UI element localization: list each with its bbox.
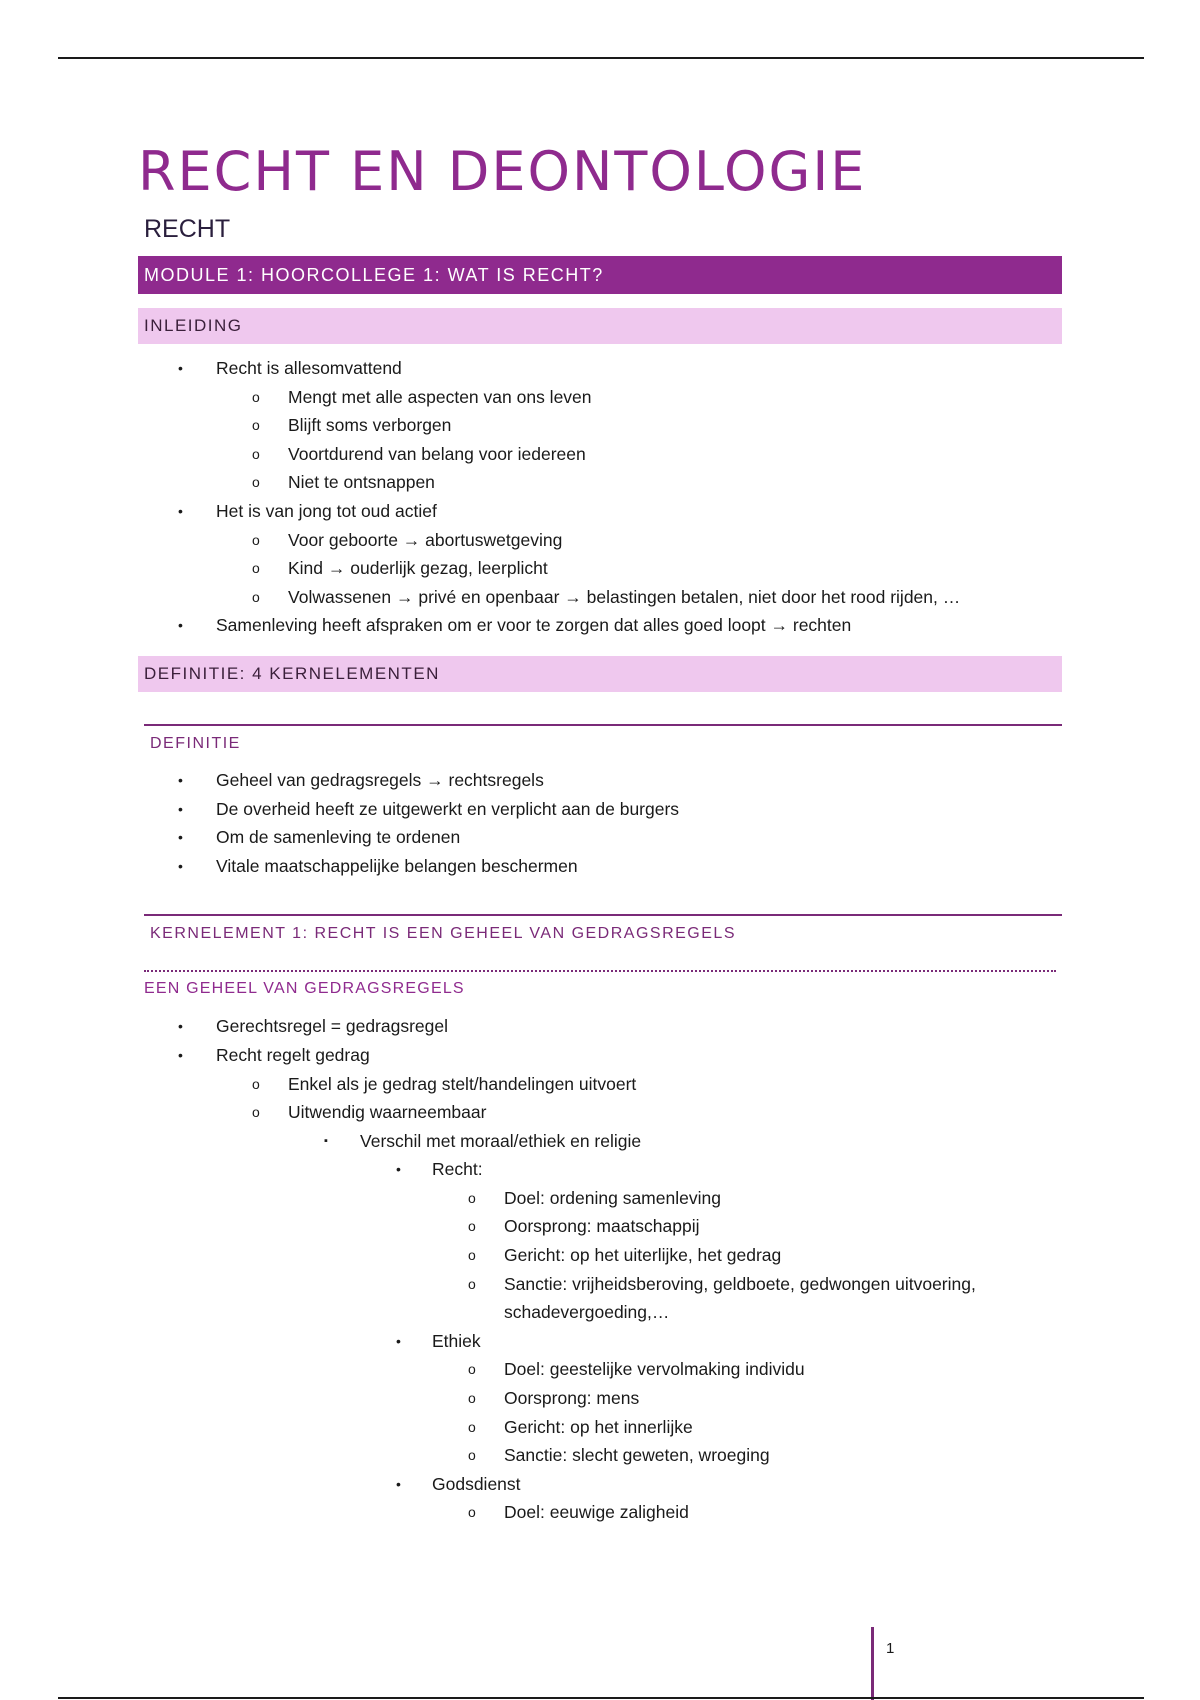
bullet: • xyxy=(396,1161,401,1178)
list-item: • Samenleving heeft afspraken om er voor te zorgen dat alles goed loopt → rechten xyxy=(138,611,1062,640)
list-item: • Geheel van gedragsregels → rechtsregels xyxy=(138,766,1062,795)
subheading-geheel-gedragsregels: EEN GEHEEL VAN GEDRAGSREGELS xyxy=(144,970,1056,999)
bullet: • xyxy=(178,771,183,788)
kernelement-1-list xyxy=(138,1012,1062,1527)
page-number: 1 xyxy=(886,1640,895,1657)
bullet: o xyxy=(468,1418,476,1435)
section-heading-inleiding: INLEIDING xyxy=(138,308,1062,344)
bullet: o xyxy=(252,1075,260,1092)
bullet: • xyxy=(178,360,183,376)
list-item: • Om de samenleving te ordenen xyxy=(138,823,1062,852)
page-number-bar xyxy=(871,1627,874,1700)
list-item: o Kind → ouderlijk gezag, leerplicht xyxy=(138,554,1062,583)
definitie-list xyxy=(138,766,1062,880)
module-heading: MODULE 1: HOORCOLLEGE 1: WAT IS RECHT? xyxy=(138,256,1062,294)
list-item: o Gericht: op het innerlijke xyxy=(138,1413,1062,1442)
document-title: RECHT EN DEONTOLOGIE xyxy=(138,140,867,203)
list-item: o Voor geboorte → abortuswetgeving xyxy=(138,526,1062,555)
bullet: o xyxy=(468,1218,476,1235)
list-item: o Blijft soms verborgen xyxy=(138,411,1062,440)
bullet: o xyxy=(252,474,260,491)
list-item: • De overheid heeft ze uitgewerkt en verplicht aan de burgers xyxy=(138,795,1062,824)
list-item: o Sanctie: vrijheidsberoving, geldboete, gedwongen uitvoering, xyxy=(138,1270,1062,1299)
bullet: • xyxy=(396,1475,401,1492)
list-item: o Oorsprong: maatschappij xyxy=(138,1212,1062,1241)
list-item-continuation: schadevergoeding,… xyxy=(504,1302,670,1323)
list-item: o Gericht: op het uiterlijke, het gedrag xyxy=(138,1241,1062,1270)
bullet: • xyxy=(396,1332,401,1349)
list-item: • Godsdienst xyxy=(138,1470,1062,1499)
subheading-kernelement-1: KERNELEMENT 1: RECHT IS EEN GEHEEL VAN GEDRAGSREGELS xyxy=(144,914,1062,944)
list-item: o Volwassenen → privé en openbaar → belastingen betalen, niet door het rood rijden, … xyxy=(138,583,1062,612)
list-item: o Enkel als je gedrag stelt/handelingen uitvoert xyxy=(138,1070,1062,1099)
list-item: • Gerechtsregel = gedragsregel xyxy=(138,1012,1062,1041)
bullet: • xyxy=(178,502,183,519)
list-item: o Mengt met alle aspecten van ons leven xyxy=(138,383,1062,412)
list-item: • Ethiek xyxy=(138,1327,1062,1356)
list-item: o Doel: geestelijke vervolmaking individu xyxy=(138,1355,1062,1384)
list-item: • Vitale maatschappelijke belangen beschermen xyxy=(138,852,1062,881)
bullet: o xyxy=(468,1361,476,1378)
bullet: o xyxy=(468,1275,476,1292)
subheading-definitie: DEFINITIE xyxy=(144,724,1062,754)
inleiding-list xyxy=(138,354,1062,640)
bullet: • xyxy=(178,829,183,846)
bullet: o xyxy=(252,1104,260,1121)
list-item: • Recht is allesomvattend xyxy=(138,354,1062,383)
list-item: o Uitwendig waarneembaar xyxy=(138,1098,1062,1127)
bullet: o xyxy=(252,445,260,462)
list-item: o Niet te ontsnappen xyxy=(138,468,1062,497)
list-item: o Doel: ordening samenleving xyxy=(138,1184,1062,1213)
bullet: • xyxy=(178,1046,183,1063)
bullet: • xyxy=(178,800,183,817)
document-subtitle: RECHT xyxy=(144,215,231,243)
bullet: • xyxy=(178,1018,183,1035)
section-heading-definitie: DEFINITIE: 4 KERNELEMENTEN xyxy=(138,656,1062,692)
bullet: o xyxy=(252,588,260,605)
bullet: • xyxy=(178,617,183,634)
bullet: o xyxy=(468,1447,476,1464)
bullet: o xyxy=(468,1504,476,1521)
list-item: o Doel: eeuwige zaligheid xyxy=(138,1498,1062,1527)
bullet: ▪ xyxy=(324,1134,328,1147)
header-rule xyxy=(58,57,1144,59)
document-body xyxy=(138,140,1062,1527)
list-item: o Sanctie: slecht geweten, wroeging xyxy=(138,1441,1062,1470)
bullet: o xyxy=(468,1247,476,1264)
list-item: o Oorsprong: mens xyxy=(138,1384,1062,1413)
bullet: • xyxy=(178,857,183,874)
list-item: • Recht regelt gedrag xyxy=(138,1041,1062,1070)
list-item: • Recht: xyxy=(138,1155,1062,1184)
bullet: o xyxy=(252,531,260,548)
footer-rule xyxy=(58,1697,1144,1699)
bullet: o xyxy=(468,1189,476,1206)
bullet: o xyxy=(468,1390,476,1407)
bullet: o xyxy=(252,560,260,577)
bullet: o xyxy=(252,417,260,434)
list-item: o Voortdurend van belang voor iedereen xyxy=(138,440,1062,469)
bullet: o xyxy=(252,388,260,405)
list-item: • Het is van jong tot oud actief xyxy=(138,497,1062,526)
list-item: ▪ Verschil met moraal/ethiek en religie xyxy=(138,1127,1062,1156)
